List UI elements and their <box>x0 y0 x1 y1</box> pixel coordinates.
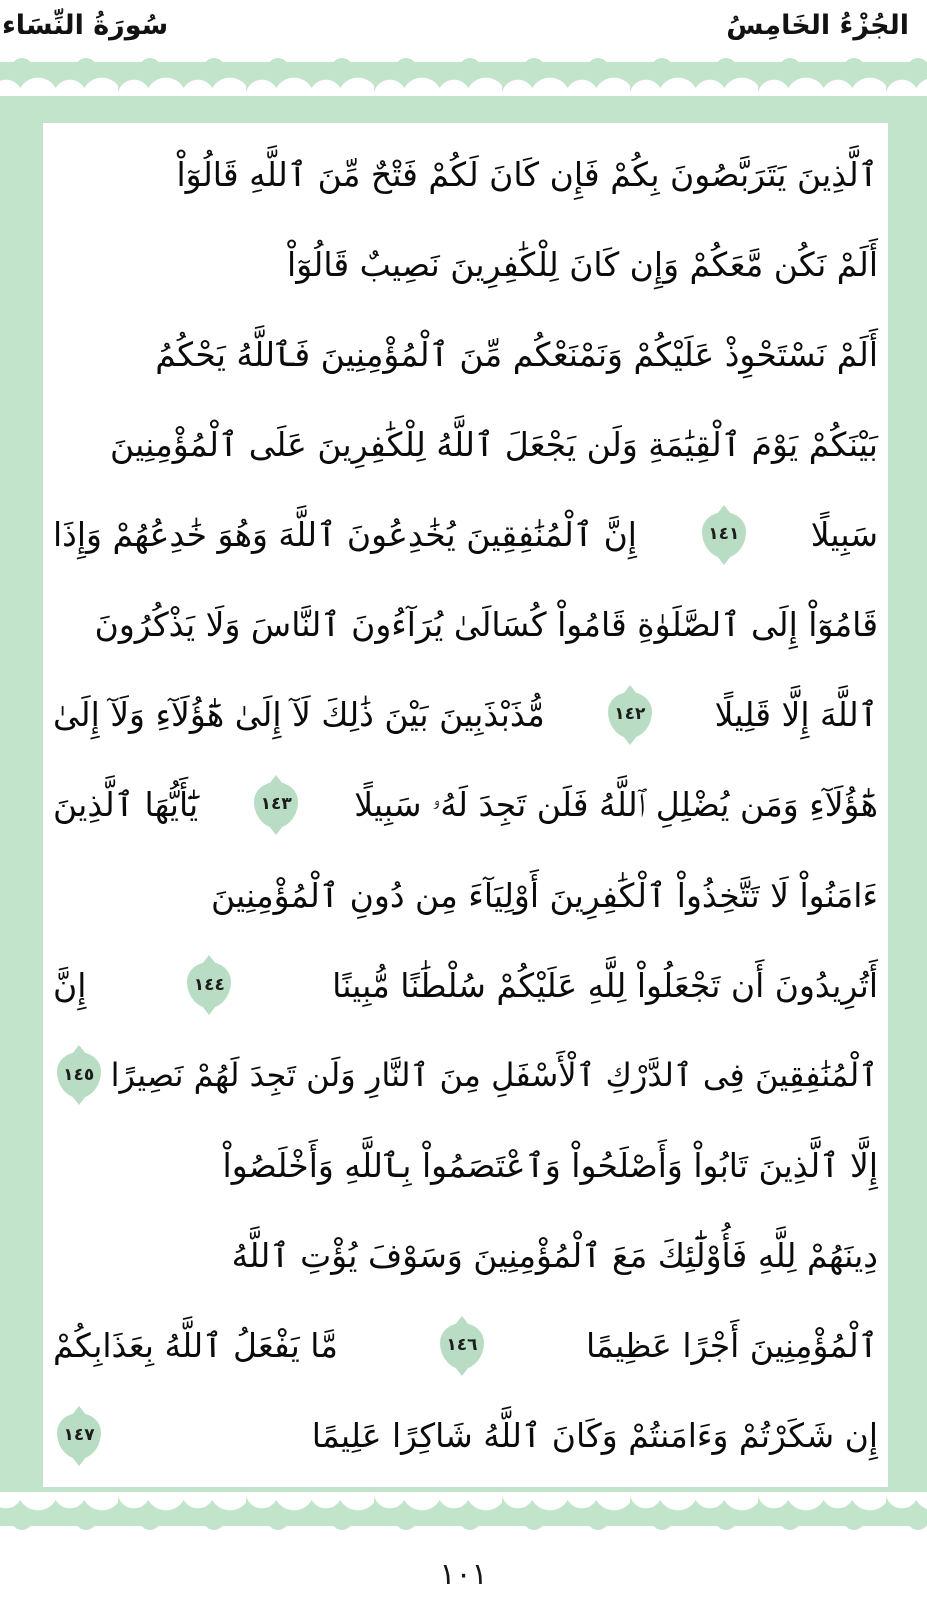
quran-text-segment: إِنَّ <box>53 965 87 1005</box>
quran-line-inner <box>53 424 878 464</box>
quran-text-segment: يَٰٓأَيُّهَا ٱلَّذِينَ <box>53 785 199 825</box>
ayah-number-marker[interactable] <box>702 512 746 558</box>
quran-line <box>53 219 878 309</box>
quran-text-panel <box>43 123 888 1487</box>
quran-line-inner <box>53 782 878 828</box>
quran-text-segment: إِنَّ ٱلْمُنَٰفِقِينَ يُخَٰدِعُونَ ٱللَّهَ وَهُوَ خَٰدِعُهُمْ وَإِذَا <box>53 515 637 555</box>
quran-line <box>53 1030 878 1120</box>
quran-text-segment: مُّذَبْذَبِينَ بَيْنَ ذَٰلِكَ لَآ إِلَىٰ هَٰٓؤُلَآءِ وَلَآ إِلَىٰ <box>53 695 545 735</box>
quran-line-inner <box>53 512 878 558</box>
ayah-number-marker[interactable] <box>254 782 298 828</box>
ayah-number-marker[interactable] <box>57 1413 101 1459</box>
quran-line <box>53 940 878 1030</box>
quran-text-segment: بَيْنَكُمْ يَوْمَ ٱلْقِيَٰمَةِ وَلَن يَجْعَلَ ٱللَّهُ لِلْكَٰفِرِينَ عَلَى ٱلْمُؤْمِنِينَ <box>110 424 878 464</box>
quran-line <box>53 129 878 219</box>
quran-line <box>53 309 878 399</box>
quran-line-inner <box>53 1323 878 1369</box>
quran-line-inner <box>53 605 878 645</box>
ayah-number-label: ١٤٢ <box>614 704 646 725</box>
quran-line <box>53 1121 878 1211</box>
quran-text-segment: إِن شَكَرْتُمْ وَءَامَنتُمْ وَكَانَ ٱللَّهُ شَاكِرًا عَلِيمًا <box>311 1416 878 1456</box>
quran-text-segment: ٱلَّذِينَ يَتَرَبَّصُونَ بِكُمْ فَإِن كَانَ لَكُمْ فَتْحٌ مِّنَ ٱللَّهِ قَالُوٓاْ <box>176 154 878 194</box>
quran-text-segment: ٱلْمُنَٰفِقِينَ فِى ٱلدَّرْكِ ٱلْأَسْفَلِ مِنَ ٱلنَّارِ وَلَن تَجِدَ لَهُمْ نَصِيرًا <box>110 1056 878 1095</box>
quran-text-segment: ٱللَّهَ إِلَّا قَلِيلًا <box>714 695 878 735</box>
quran-text-segment: ٱلْمُؤْمِنِينَ أَجْرًا عَظِيمًا <box>585 1326 878 1366</box>
quran-line-inner <box>53 692 878 738</box>
quran-line <box>53 490 878 580</box>
quran-line-inner <box>53 1146 878 1186</box>
juz-header: الجُزْءُ الخَامِسُ <box>726 10 909 41</box>
quran-text-segment: قَامُوٓاْ إِلَى ٱلصَّلَوٰةِ قَامُواْ كُسَالَىٰ يُرَآءُونَ ٱلنَّاسَ وَلَا يَذْكُرُونَ <box>94 605 878 645</box>
quran-line <box>53 850 878 940</box>
quran-line-inner <box>53 334 878 374</box>
ayah-number-marker[interactable] <box>187 962 231 1008</box>
quran-line <box>53 1391 878 1481</box>
quran-line-inner <box>53 875 878 915</box>
ayah-number-label: ١٤٣ <box>260 794 292 815</box>
quran-text-segment: أَتُرِيدُونَ أَن تَجْعَلُواْ لِلَّهِ عَلَيْكُمْ سُلْطَٰنًا مُّبِينًا <box>332 965 878 1005</box>
ayah-number-marker[interactable] <box>608 692 652 738</box>
quran-line-inner <box>53 1052 878 1098</box>
quran-line-inner <box>53 962 878 1008</box>
quran-text-segment: مَّا يَفْعَلُ ٱللَّهُ بِعَذَابِكُمْ <box>53 1326 338 1366</box>
quran-line <box>53 399 878 489</box>
ayah-number-marker[interactable] <box>440 1323 484 1369</box>
quran-line-inner <box>53 154 878 194</box>
quran-text-segment: إِلَّا ٱلَّذِينَ تَابُواْ وَأَصْلَحُواْ وَٱعْتَصَمُواْ بِٱللَّهِ وَأَخْلَصُواْ <box>222 1146 878 1186</box>
quran-line-inner <box>53 1413 878 1459</box>
quran-line-inner <box>53 244 878 284</box>
quran-text-segment: أَلَمْ نَكُن مَّعَكُمْ وَإِن كَانَ لِلْكَٰفِرِينَ نَصِيبٌ قَالُوٓاْ <box>287 244 878 284</box>
quran-line <box>53 760 878 850</box>
scallop-border-bottom-icon <box>0 1492 927 1526</box>
quran-line <box>53 1301 878 1391</box>
quran-text-segment: ءَامَنُواْ لَا تَتَّخِذُواْ ٱلْكَٰفِرِينَ أَوْلِيَآءَ مِن دُونِ ٱلْمُؤْمِنِينَ <box>210 875 878 915</box>
quran-line <box>53 1211 878 1301</box>
scallop-border-top-icon <box>0 62 927 96</box>
page-number: ١٠١ <box>439 1557 488 1592</box>
quran-text-segment: أَلَمْ نَسْتَحْوِذْ عَلَيْكُمْ وَنَمْنَعْكُم مِّنَ ٱلْمُؤْمِنِينَ فَٱللَّهُ يَحْكُمُ <box>155 334 878 374</box>
quran-line <box>53 670 878 760</box>
ayah-number-label: ١٤٥ <box>63 1064 95 1085</box>
ayah-number-label: ١٤١ <box>708 524 740 545</box>
quran-text-segment: دِينَهُمْ لِلَّهِ فَأُوْلَٰٓئِكَ مَعَ ٱلْمُؤْمِنِينَ وَسَوْفَ يُؤْتِ ٱللَّهُ <box>231 1236 878 1276</box>
ayah-number-label: ١٤٦ <box>446 1335 478 1356</box>
ayah-number-label: ١٤٤ <box>193 974 225 995</box>
surah-header: سُورَةُ النِّسَاء <box>2 10 169 41</box>
quran-line-inner <box>53 1236 878 1276</box>
quran-text-segment: هَٰٓؤُلَآءِ وَمَن يُضْلِلِ ٱللَّهُ فَلَن تَجِدَ لَهُۥ سَبِيلًا <box>354 785 878 825</box>
ayah-number-label: ١٤٧ <box>63 1425 95 1446</box>
quran-text-segment: سَبِيلًا <box>810 515 878 555</box>
ayah-number-marker[interactable] <box>57 1052 101 1098</box>
quran-line <box>53 580 878 670</box>
